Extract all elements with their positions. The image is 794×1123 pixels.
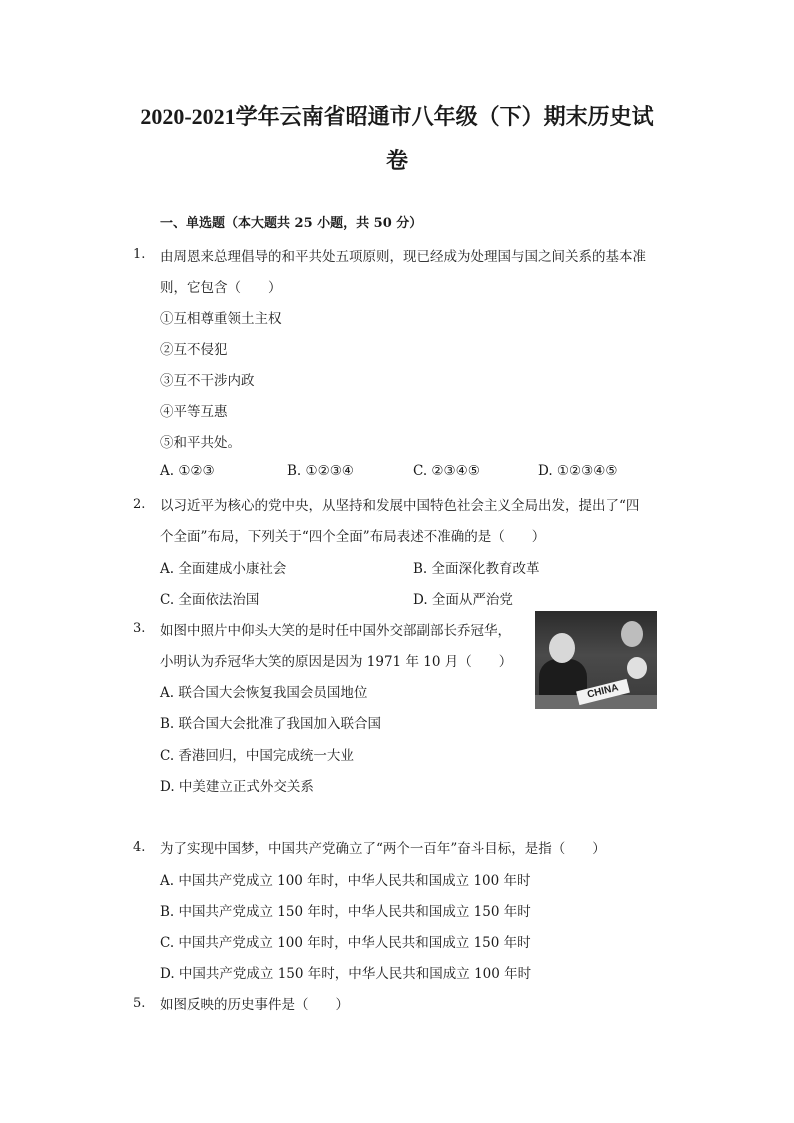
question-1-number: 1. xyxy=(133,247,146,262)
question-1-option-b[interactable]: B. ①②③④ xyxy=(287,463,354,479)
question-1-option-a[interactable]: A. ①②③ xyxy=(160,463,215,479)
page-title-line2: 卷 xyxy=(385,148,408,173)
question-1-stem-line1: 由周恩来总理倡导的和平共处五项原则，现已经成为处理国与国之间关系的基本准 xyxy=(160,249,646,265)
question-2-number: 2. xyxy=(133,497,146,512)
question-3-stem-line2: 小明认为乔冠华大笑的原因是因为 1971 年 10 月（ ） xyxy=(160,654,513,670)
question-1-item-3: ③互不干涉内政 xyxy=(160,373,255,389)
question-2-option-c[interactable]: C. 全面依法治国 xyxy=(160,592,260,608)
question-5-number: 5. xyxy=(133,996,146,1011)
question-4-stem-line1: 为了实现中国梦，中国共产党确立了“两个一百年”奋斗目标，是指（ ） xyxy=(160,841,606,857)
question-4-option-d[interactable]: D. 中国共产党成立 150 年时，中华人民共和国成立 100 年时 xyxy=(160,966,532,982)
question-3-number: 3. xyxy=(133,621,146,636)
page-title-line1: 2020-2021学年云南省昭通市八年级（下）期末历史试 xyxy=(140,104,654,129)
question-5-stem-line1: 如图反映的历史事件是（ ） xyxy=(160,997,349,1013)
question-3-stem-line1: 如图中照片中仰头大笑的是时任中国外交部副部长乔冠华， xyxy=(160,623,511,639)
question-1-option-c[interactable]: C. ②③④⑤ xyxy=(413,463,480,479)
question-1-item-5: ⑤和平共处。 xyxy=(160,435,241,451)
question-1-item-2: ②互不侵犯 xyxy=(160,342,228,358)
question-1-item-4: ④平等互惠 xyxy=(160,404,228,420)
question-2-option-a[interactable]: A. 全面建成小康社会 xyxy=(160,561,287,577)
question-4-option-c[interactable]: C. 中国共产党成立 100 年时，中华人民共和国成立 150 年时 xyxy=(160,935,531,951)
question-1-option-d[interactable]: D. ①②③④⑤ xyxy=(538,463,618,479)
question-2-option-b[interactable]: B. 全面深化教育改革 xyxy=(413,561,540,577)
question-3-option-d[interactable]: D. 中美建立正式外交关系 xyxy=(160,779,314,795)
question-4-option-b[interactable]: B. 中国共产党成立 150 年时，中华人民共和国成立 150 年时 xyxy=(160,904,531,920)
question-2-stem-line1: 以习近平为核心的党中央，从坚持和发展中国特色社会主义全局出发，提出了“四 xyxy=(160,498,640,514)
photo-figure-face xyxy=(549,633,575,663)
question-4-option-a[interactable]: A. 中国共产党成立 100 年时，中华人民共和国成立 100 年时 xyxy=(160,873,531,889)
photo-figure-face-2 xyxy=(621,621,643,647)
question-1-item-1: ①互相尊重领土主权 xyxy=(160,311,282,327)
section-heading: 一、单选题（本大题共 25 小题，共 50 分） xyxy=(160,216,423,231)
question-3-option-c[interactable]: C. 香港回归，中国完成统一大业 xyxy=(160,748,354,764)
un-assembly-photo xyxy=(535,611,657,709)
question-1-stem-line2: 则，它包含（ ） xyxy=(160,280,282,296)
question-3-option-b[interactable]: B. 联合国大会批准了我国加入联合国 xyxy=(160,716,382,732)
photo-name-plate: CHINA xyxy=(576,679,630,705)
photo-figure-face-3 xyxy=(627,657,647,679)
question-3-option-a[interactable]: A. 联合国大会恢复我国会员国地位 xyxy=(160,685,368,701)
question-2-option-d[interactable]: D. 全面从严治党 xyxy=(413,592,513,608)
question-4-number: 4. xyxy=(133,840,146,855)
question-2-stem-line2: 个全面”布局，下列关于“四个全面”布局表述不准确的是（ ） xyxy=(160,529,546,545)
